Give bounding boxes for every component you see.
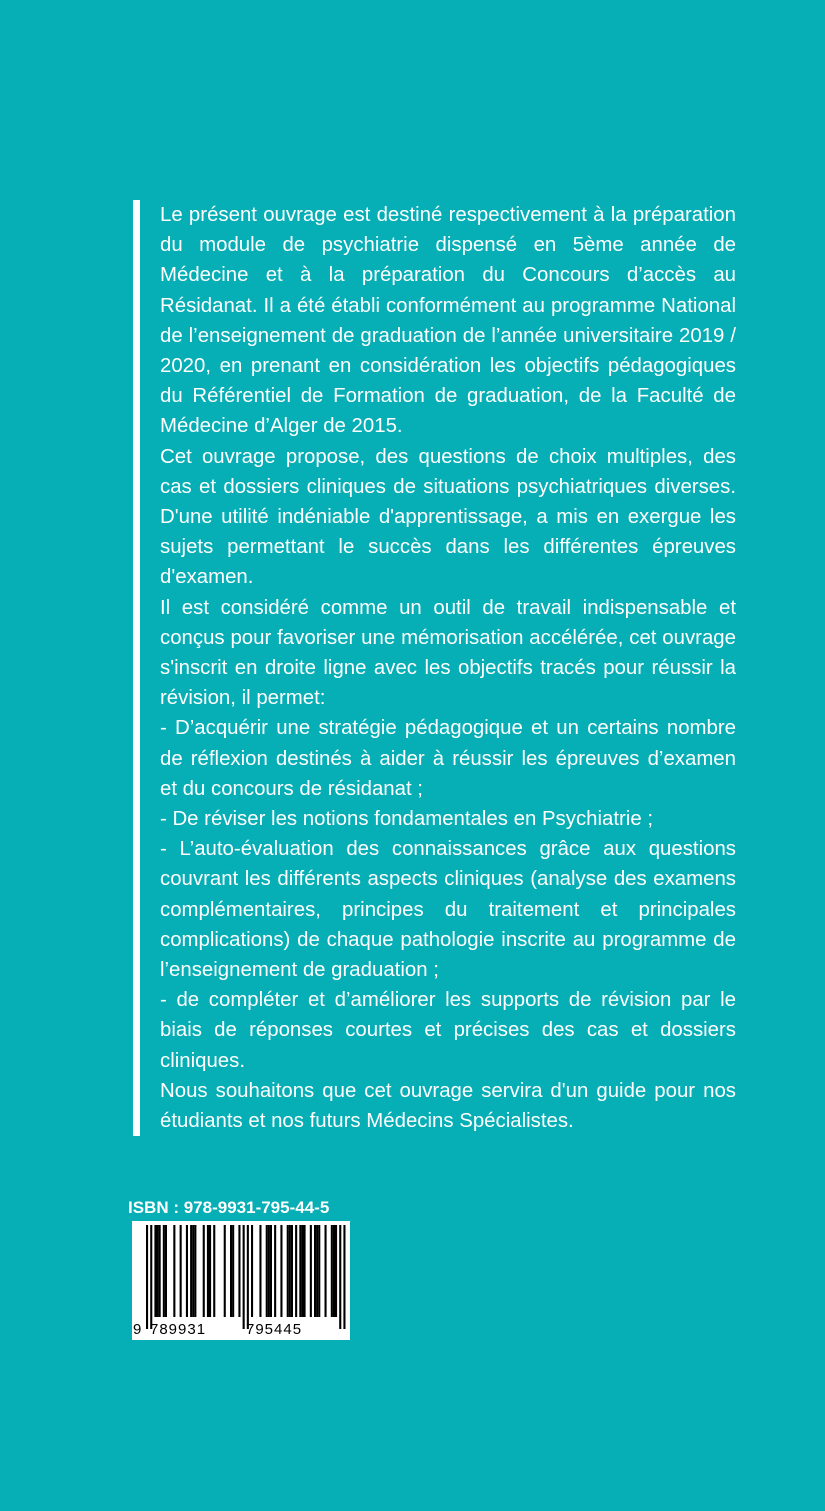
barcode-bar <box>301 1225 303 1317</box>
barcode-bar <box>180 1225 182 1317</box>
barcode-bar <box>335 1225 337 1317</box>
barcode-bar <box>173 1225 175 1317</box>
barcode-bar <box>165 1225 167 1317</box>
barcode-bar <box>291 1225 293 1317</box>
barcode-bar <box>209 1225 211 1317</box>
barcode-bar <box>203 1225 205 1317</box>
blurb-paragraph-closing: Nous souhaitons que cet ouvrage servira d'un guide pour nos étudiants et nos futurs Médecins Spécialistes. <box>160 1079 736 1133</box>
barcode-bar <box>186 1225 188 1317</box>
isbn-block <box>128 1198 353 1340</box>
barcode-bar <box>159 1225 161 1317</box>
barcode-first-digit: 9 <box>133 1321 142 1338</box>
barcode-bar <box>316 1225 318 1317</box>
barcode <box>132 1221 350 1340</box>
barcode-bar <box>194 1225 196 1317</box>
barcode-bar <box>314 1225 316 1317</box>
barcode-bar <box>325 1225 327 1317</box>
barcode-bar <box>146 1225 148 1329</box>
barcode-bar <box>343 1225 345 1329</box>
barcode-bar <box>157 1225 159 1317</box>
barcode-bar <box>331 1225 333 1317</box>
barcode-bar <box>274 1225 276 1317</box>
barcode-bar <box>251 1225 253 1317</box>
blurb-bullet-strategy: - D’acquérir une stratégie pédagogique et un certains nombre de réflexion destinés à aider à réussir les épreuves d’examen et du concours de résidanat ; <box>160 717 736 800</box>
barcode-bar <box>230 1225 232 1317</box>
barcode-left-digits: 789931 <box>150 1321 207 1338</box>
barcode-bar <box>259 1225 261 1317</box>
barcode-bar <box>232 1225 234 1317</box>
barcode-bar <box>238 1225 240 1317</box>
barcode-bar <box>243 1225 245 1329</box>
barcode-bar <box>213 1225 215 1317</box>
blurb-bullet-improve-support: - de compléter et d’améliorer les supports de révision par le biais de réponses courtes et précises des cas et dossiers cliniques. <box>160 989 736 1072</box>
barcode-bar <box>289 1225 291 1317</box>
barcode-bar <box>266 1225 268 1317</box>
barcode-bar <box>339 1225 341 1329</box>
barcode-bar <box>190 1225 192 1317</box>
barcode-bar <box>280 1225 282 1317</box>
blurb-paragraph-purpose: Il est considéré comme un outil de travail indispensable et conçus pour favoriser une mémorisation accélérée, cet ouvrage s'inscrit en droite ligne avec les objectifs tracés pour réussir la révision, il permet: <box>160 596 736 710</box>
barcode-bar <box>163 1225 165 1317</box>
barcode-bar <box>270 1225 272 1317</box>
barcode-graphic <box>132 1221 350 1340</box>
blurb-paragraph-content: Cet ouvrage propose, des questions de choix multiples, des cas et dossiers cliniques de situations psychiatriques diverses. D'une utilité indéniable d'apprentissage, a mis en exergue les sujets permettant le succès dans les différentes épreuves d'examen. <box>160 445 736 589</box>
barcode-bar <box>299 1225 301 1317</box>
blurb-bullet-review: - De réviser les notions fondamentales en Psychiatrie ; <box>160 808 654 831</box>
barcode-bar <box>268 1225 270 1317</box>
back-cover-blurb <box>133 200 736 1136</box>
barcode-bar <box>154 1225 156 1317</box>
barcode-bar <box>192 1225 194 1317</box>
barcode-bar <box>150 1225 152 1329</box>
barcode-right-digits: 795445 <box>246 1321 303 1338</box>
blurb-paragraph-intro: Le présent ouvrage est destiné respectivement à la préparation du module de psychiatrie dispensé en 5ème année de Médecine et à la préparation du Concours d’accès au Résidanat. Il a été établi conformément au programme National de l’enseignement de graduation de l’année universitaire 2019 / 2020, en prenant en considération les objectifs pédagogiques du Référentiel de Formation de graduation, de la Faculté de Médecine d’Alger de 2015. <box>160 204 736 438</box>
barcode-bar <box>287 1225 289 1317</box>
barcode-bar <box>247 1225 249 1329</box>
barcode-bar <box>318 1225 320 1317</box>
barcode-bar <box>207 1225 209 1317</box>
isbn-label: ISBN : 978-9931-795-44-5 <box>128 1198 330 1217</box>
barcode-bar <box>333 1225 335 1317</box>
barcode-bar <box>295 1225 297 1317</box>
barcode-bar <box>304 1225 306 1317</box>
barcode-bars <box>146 1225 346 1329</box>
blurb-bullet-self-assessment: - L’auto-évaluation des connaissances grâce aux questions couvrant les différents aspects cliniques (analyse des examens complémentaires, principes du traitement et principales complications) de chaque pathologie inscrite au programme de l’enseignement de graduation ; <box>160 838 736 982</box>
barcode-bar <box>224 1225 226 1317</box>
barcode-bar <box>310 1225 312 1317</box>
